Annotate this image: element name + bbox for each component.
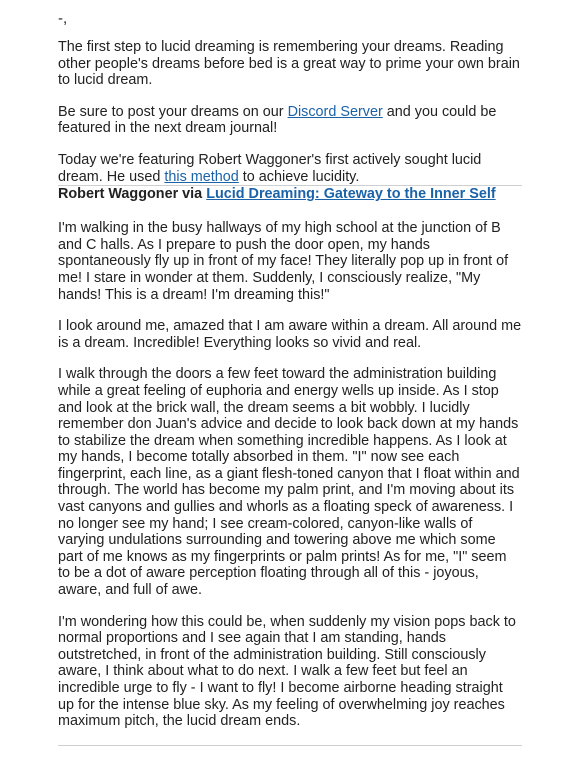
featuring-text-after: to achieve lucidity. [238,168,360,185]
author-name: Robert Waggoner via [58,186,207,203]
source-book-link[interactable]: Lucid Dreaming: Gateway to the Inner Self [206,186,496,203]
newsletter-body [58,10,522,746]
discord-server-link[interactable]: Discord Server [287,103,383,120]
intro-paragraph-featuring [58,152,522,185]
featuring-text-before: Today we're featuring Robert Waggoner's first actively sought lucid dream. He used [58,151,482,185]
discord-text-before: Be sure to post your dreams on our [58,103,288,120]
story-paragraph: I look around me, amazed that I am aware within a dream. All around me is a dream. Incredible! Everything looks so vivid and real. [58,318,522,351]
story-paragraph: I walk through the doors a few feet toward the administration building while a great feeling of euphoria and energy wells up inside. As I stop and look at the brick wall, the dream seems a bit wobbly. I lucidly remember don Juan's advice and decide to look back down at my hands to stabilize the dream when something incredible happens. As I look at my hands, I become totally absorbed in them. "I" now see each fingerprint, each line, as a giant flesh-toned canyon that I float within and through. The world has become my palm print, and I'm moving about its vast canyons and gullies and whorls as a floating speck of awareness. I no longer see my hand; I see cream-colored, canyon-like walls of varying undulations surrounding and towering above me which some part of me knows as my fingerprints or palm prints! As for me, "I" seem to be a dot of aware perception floating through all of this - joyous, aware, and full of awe. [58,366,520,599]
section-divider-bottom [58,745,522,746]
story-attribution [58,186,522,203]
intro-paragraph-discord [58,104,522,137]
intro-paragraph-remembering: The first step to lucid dreaming is remembering your dreams. Reading other people's dreams before bed is a great way to prime your own brain to lucid dream. [58,39,520,89]
story-paragraph: I'm walking in the busy hallways of my high school at the junction of B and C halls. As I prepare to push the door open, my hands spontaneously fly up in front of my face! They literally pop up in front of me! I stare in wonder at them. Suddenly, I consciously realize, "My hands! This is a dream! I'm dreaming this!" [58,220,509,303]
discord-text-after: and you could be featured in the next dream journal! [58,103,497,137]
story-paragraph: I'm wondering how this could be, when suddenly my vision pops back to normal proportions and I see again that I am standing, hands outstretched, in front of the administration building. Still consciously aware, I think about what to do next. I walk a few feet but feel an incredible urge to fly - I want to fly! I become airborne heading straight up for the intense blue sky. As my feeling of overwhelming joy reaches maximum pitch, the lucid dream ends. [58,613,516,730]
top-mark: -, [58,10,68,27]
this-method-link[interactable]: this method [164,168,239,185]
